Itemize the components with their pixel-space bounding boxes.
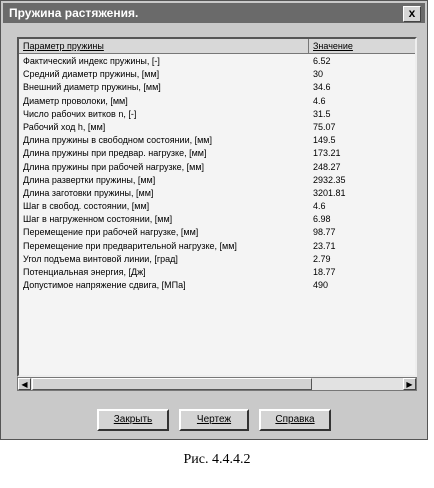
parameter-value: 34.6	[313, 82, 331, 93]
parameter-value: 98.77	[313, 227, 336, 238]
parameter-name: Перемещение при рабочей нагрузке, [мм]	[23, 227, 199, 238]
table-row[interactable]	[19, 81, 415, 94]
parameter-value: 490	[313, 280, 329, 291]
table-row[interactable]	[19, 187, 415, 200]
help-button[interactable]: Справка	[259, 409, 331, 431]
table-row[interactable]	[19, 108, 415, 121]
parameter-value: 30	[313, 69, 324, 80]
parameter-name: Диаметр проволоки, [мм]	[23, 95, 128, 106]
parameter-name: Угол подъема винтовой линии, [град]	[23, 253, 178, 264]
table-row[interactable]	[19, 121, 415, 134]
scrollbar-thumb[interactable]	[32, 378, 312, 390]
table-row[interactable]	[19, 266, 415, 279]
parameter-name: Длина развертки пружины, [мм]	[23, 174, 156, 185]
figure-caption: Рис. 4.4.4.2	[183, 452, 251, 467]
parameter-value: 2932.35	[313, 174, 346, 185]
table-row[interactable]	[19, 253, 415, 266]
parameter-value: 4.6	[313, 201, 326, 212]
table-row[interactable]	[19, 200, 415, 213]
parameter-name: Длина пружины при предвар. нагрузке, [мм]	[23, 148, 207, 159]
scroll-left-icon[interactable]: ◀	[18, 378, 31, 390]
table-row[interactable]	[19, 213, 415, 226]
table-row[interactable]	[19, 240, 415, 253]
parameter-value: 4.6	[313, 95, 326, 106]
parameter-value: 23.71	[313, 240, 336, 251]
parameter-value: 248.27	[313, 161, 341, 172]
parameter-value: 6.98	[313, 214, 331, 225]
parameter-name: Длина заготовки пружины, [мм]	[23, 187, 154, 198]
parameter-name: Длина пружины в свободном состоянии, [мм]	[23, 135, 212, 146]
table-row[interactable]	[19, 161, 415, 174]
table-row[interactable]	[19, 279, 415, 292]
parameter-name: Внешний диаметр пружины, [мм]	[23, 82, 161, 93]
drawing-button[interactable]: Чертеж	[179, 409, 249, 431]
table-row[interactable]	[19, 174, 415, 187]
parameter-value: 75.07	[313, 121, 336, 132]
table-row[interactable]	[19, 68, 415, 81]
parameter-name: Потенциальная энергия, [Дж]	[23, 267, 146, 277]
table-row[interactable]	[19, 226, 415, 239]
parameter-value: 3201.81	[313, 187, 346, 198]
horizontal-scrollbar[interactable]	[17, 377, 417, 391]
parameter-name: Шаг в нагруженном состоянии, [мм]	[23, 214, 173, 225]
parameter-name: Средний диаметр пружины, [мм]	[23, 69, 160, 80]
parameter-name: Рабочий ход h, [мм]	[23, 121, 106, 132]
column-header-value[interactable]: Значение	[313, 41, 353, 51]
parameter-name: Шаг в свобод. состоянии, [мм]	[23, 201, 150, 212]
parameter-name: Перемещение при предварительной нагрузке, [мм]	[23, 240, 237, 251]
parameter-name: Длина пружины при рабочей нагрузке, [мм]	[23, 161, 205, 172]
parameter-value: 6.52	[313, 56, 331, 66]
table-row[interactable]	[19, 55, 415, 68]
parameter-value: 2.79	[313, 253, 331, 264]
close-icon[interactable]: x	[403, 6, 421, 22]
parameter-name: Фактический индекс пружины, [-]	[23, 56, 160, 66]
parameter-value: 18.77	[313, 267, 336, 277]
grid-rows	[19, 55, 415, 292]
table-row[interactable]	[19, 147, 415, 160]
title-bar	[3, 3, 425, 23]
parameter-name: Число рабочих витков n, [-]	[23, 108, 137, 119]
window-title: Пружина растяжения.	[9, 6, 139, 20]
close-button[interactable]: Закрыть	[97, 409, 169, 431]
parameter-value: 173.21	[313, 148, 341, 159]
scroll-right-icon[interactable]: ▶	[403, 378, 416, 390]
table-row[interactable]	[19, 134, 415, 147]
grid-header	[19, 39, 415, 54]
table-row[interactable]	[19, 95, 415, 108]
parameter-name: Допустимое напряжение сдвига, [МПа]	[23, 280, 186, 291]
parameter-value: 31.5	[313, 108, 331, 119]
parameters-grid	[17, 37, 417, 377]
parameter-value: 149.5	[313, 135, 336, 146]
column-header-parameter[interactable]: Параметр пружины	[19, 39, 309, 53]
